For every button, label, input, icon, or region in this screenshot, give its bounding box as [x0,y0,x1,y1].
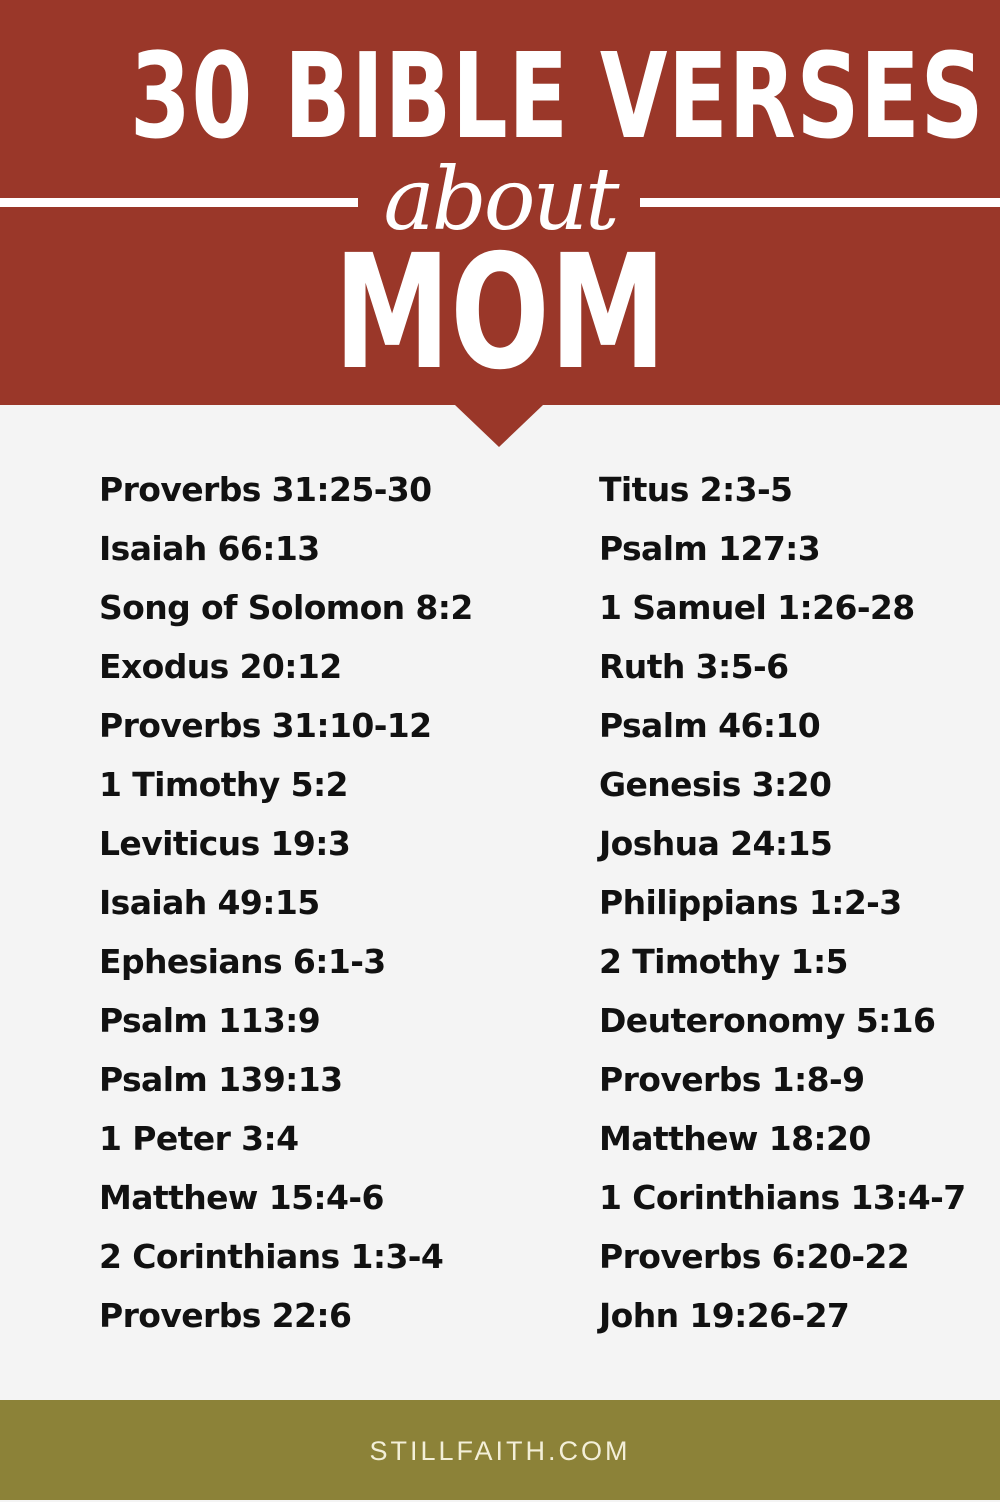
verse-item: Joshua 24:15 [599,824,833,863]
verse-item: Deuteronomy 5:16 [599,1001,936,1040]
verse-item: Isaiah 66:13 [99,529,320,568]
verse-item: John 19:26-27 [599,1296,850,1335]
verse-item: Psalm 139:13 [99,1060,343,1099]
connector-word: about [383,150,617,250]
verse-item: Psalm 46:10 [599,706,821,745]
verse-item: Matthew 18:20 [599,1119,871,1158]
verse-item: Ruth 3:5-6 [599,647,789,686]
verse-item: Proverbs 1:8-9 [599,1060,865,1099]
verse-item: Proverbs 22:6 [99,1296,352,1335]
verse-list-left [99,460,473,1345]
verse-item: 1 Timothy 5:2 [99,765,348,804]
verse-item: 1 Corinthians 13:4-7 [599,1178,966,1217]
verse-item: 1 Samuel 1:26-28 [599,588,915,627]
verse-item: Exodus 20:12 [99,647,342,686]
verse-item: 1 Peter 3:4 [99,1119,299,1158]
verse-item: Proverbs 31:25-30 [99,470,432,509]
footer-bar [0,1400,1000,1500]
site-link[interactable]: STILLFAITH.COM [369,1436,631,1466]
verse-item: Genesis 3:20 [599,765,832,804]
verse-item: Psalm 113:9 [99,1001,321,1040]
verse-item: 2 Corinthians 1:3-4 [99,1237,444,1276]
page-title: 30 BIBLE VERSES [130,27,985,165]
verse-item: Matthew 15:4-6 [99,1178,384,1217]
verse-item: 2 Timothy 1:5 [599,942,848,981]
verse-item: Song of Solomon 8:2 [99,588,473,627]
verse-item: Isaiah 49:15 [99,883,320,922]
header-banner [0,0,1000,405]
verse-item: Philippians 1:2-3 [599,883,902,922]
banner-pointer [455,405,543,447]
verse-item: Proverbs 31:10-12 [99,706,432,745]
verse-item: Titus 2:3-5 [599,470,793,509]
verse-list-right [599,460,966,1345]
verse-item: Psalm 127:3 [599,529,821,568]
verse-item: Proverbs 6:20-22 [599,1237,910,1276]
verse-item: Ephesians 6:1-3 [99,942,386,981]
verse-item: Leviticus 19:3 [99,824,351,863]
subject-title: MOM [333,221,667,405]
